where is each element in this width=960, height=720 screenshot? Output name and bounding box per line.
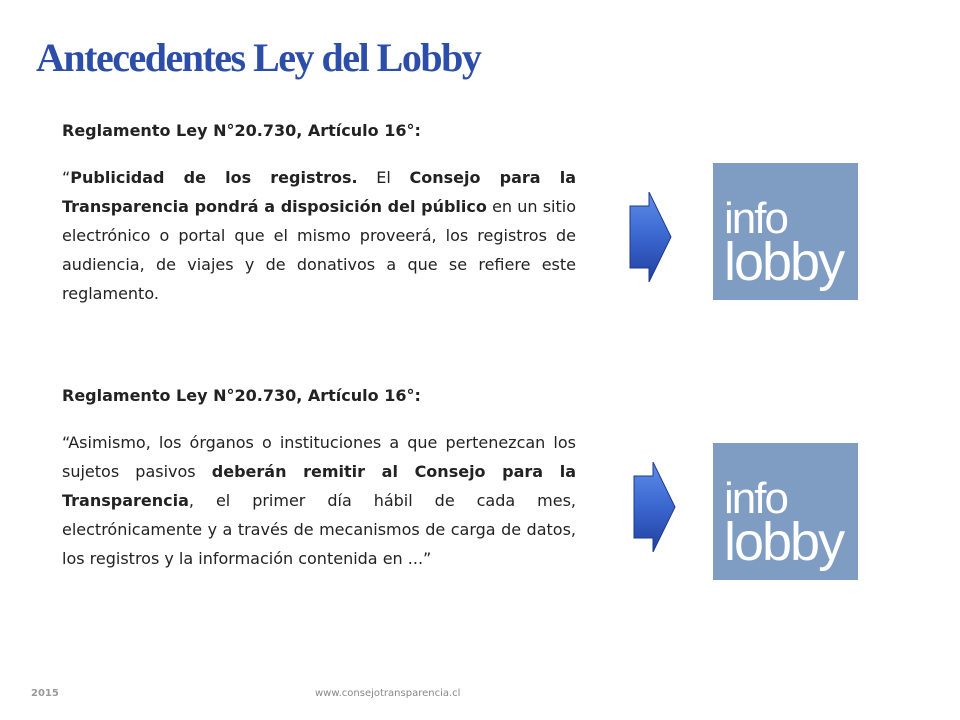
logo-word-lobby: lobby [724, 512, 844, 572]
slide-title: Antecedentes Ley del Lobby [36, 35, 481, 80]
article-quote [62, 428, 576, 573]
quote-text-run: Consejo para la Transparencia pondrá a disposición del público [62, 168, 576, 216]
quote-text-run: deberán remitir al Consejo para la Transparencia [62, 462, 577, 510]
logo-word-info: info [724, 474, 787, 523]
article-quote [62, 163, 576, 308]
arrow-right-icon [627, 192, 672, 282]
logo-word-info: info [724, 194, 787, 243]
quote-text-run: , el primer día hábil de cada mes, electrónicamente y a través de mecanismos de carga de datos, los registros y la información contenida en ...” [62, 491, 576, 568]
quote-text-run: en un sitio electrónico o portal que el mismo proveerá, los registros de audiencia, de viajes y de donativos a que se refiere este reglamento. [62, 197, 577, 303]
infolobby-logo-link[interactable] [713, 443, 858, 580]
arrow-right-icon [631, 462, 676, 552]
quote-text-run: El [357, 168, 410, 187]
footer-year: 2015 [31, 688, 59, 699]
article-heading: Reglamento Ley N°20.730, Artículo 16°: [62, 386, 421, 405]
quote-text-run: “Asimismo, los órganos o instituciones a que pertenezcan los sujetos pasivos [62, 433, 576, 481]
quote-text-run: Publicidad de los registros. [70, 168, 358, 187]
article-block-2 [62, 381, 576, 573]
quote-text-run: “ [62, 168, 71, 187]
logo-word-lobby: lobby [724, 232, 844, 292]
article-block-1 [62, 116, 576, 308]
article-heading: Reglamento Ley N°20.730, Artículo 16°: [62, 121, 421, 140]
footer-url[interactable]: www.consejotransparencia.cl [315, 688, 461, 699]
infolobby-logo-link[interactable] [713, 163, 858, 300]
